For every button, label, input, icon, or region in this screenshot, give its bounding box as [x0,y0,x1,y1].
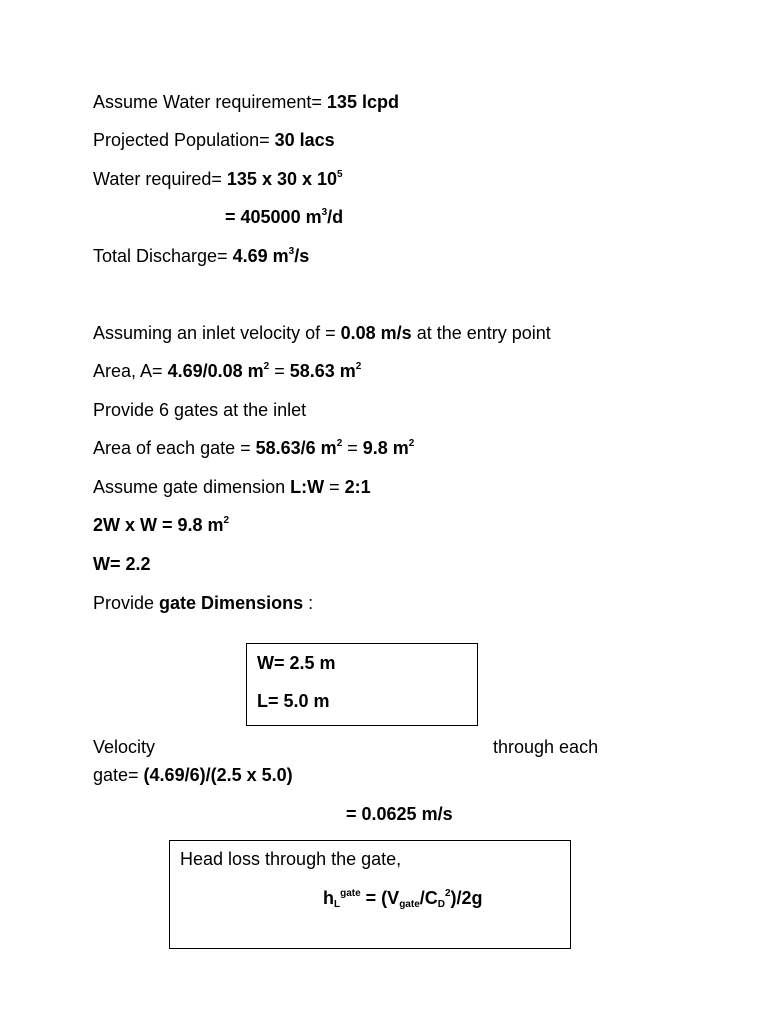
water-requirement-label: Assume Water requirement= [93,92,327,112]
area-each-gate-equals: = [342,438,363,458]
water-required-label: Water required= [93,169,227,189]
water-requirement-value: 135 lcpd [326,92,399,112]
gate-dimension-label: Assume gate dimension [93,477,291,497]
provide-gates-line: Provide 6 gates at the inlet [93,400,307,420]
result-exponent: 3 [321,207,328,218]
gate-dimension-ratio-line [93,476,371,498]
gate-velocity-line [93,764,293,786]
area-each-gate-label: Area of each gate = [93,438,256,458]
formula-c-subscript: D [437,899,445,910]
population-value: 30 lacs [274,130,335,150]
area-expression: 4.69/0.08 m [167,361,264,381]
width-equation: 2W x W = 9.8 m [93,515,224,535]
gate-velocity-label: gate= [93,765,144,785]
formula-h-subscript: L [334,899,341,910]
water-required-expression: 135 x 30 x 10 [226,169,338,189]
width-equation-exponent: 2 [223,515,230,526]
discharge-unit-suffix: /s [294,246,310,266]
velocity-word: Velocity [93,737,156,757]
through-each-word: through each [493,737,599,757]
projected-population-line [93,129,335,151]
head-loss-formula [323,887,483,909]
gate-velocity-expression: (4.69/6)/(2.5 x 5.0) [143,765,293,785]
water-required-line [93,168,343,190]
area-each-gate-result-exponent: 2 [408,438,415,449]
gate-dimensions-box [246,643,478,726]
provide-gate-dimensions-line [93,592,313,614]
inlet-velocity-tail: at the entry point [411,323,551,343]
total-discharge-value: 4.69 m [232,246,289,266]
ratio-label: L:W [290,477,325,497]
width-result-line [93,553,151,575]
gate-dimensions-label: gate Dimensions [159,593,304,613]
area-each-gate-result: 9.8 m [362,438,409,458]
area-line [93,360,361,382]
formula-equals-v: = (V [360,888,400,908]
gate-length-value [257,690,330,712]
equals-sign: = [225,207,241,227]
gate-width-text: W= 2.5 m [257,653,336,673]
formula-c-superscript: 2 [444,888,451,899]
discharge-exponent: 3 [288,246,295,257]
gate-velocity-result-line [346,803,453,825]
area-each-gate-expression: 58.63/6 m [255,438,337,458]
head-loss-title: Head loss through the gate, [180,849,402,869]
gate-width-value [257,652,336,674]
inlet-velocity-label: Assuming an inlet velocity of = [93,323,341,343]
width-equation-line [93,514,229,536]
gate-length-text: L= 5.0 m [257,691,330,711]
area-equals: = [269,361,290,381]
area-expression-exponent: 2 [263,361,270,372]
water-required-result: 405000 m [240,207,322,227]
width-result: W= 2.2 [93,554,151,574]
water-required-result-line [225,206,343,228]
total-discharge-line [93,245,309,267]
area-result-exponent: 2 [355,361,362,372]
provide-label: Provide [93,593,160,613]
colon: : [303,593,314,613]
water-requirement-line [93,91,399,113]
formula-h-superscript: gate [340,888,361,899]
area-each-gate-expression-exponent: 2 [336,438,343,449]
area-each-gate-line [93,437,414,459]
total-discharge-label: Total Discharge= [93,246,233,266]
head-loss-box [169,840,571,949]
formula-v-subscript: gate [399,899,420,910]
area-label: Area, A= [93,361,168,381]
formula-tail: )/2g [450,888,483,908]
inlet-velocity-value: 0.08 m/s [340,323,412,343]
ratio-value: 2:1 [344,477,371,497]
water-required-exponent: 5 [337,169,343,180]
area-result: 58.63 m [289,361,356,381]
gate-velocity-result: = 0.0625 m/s [346,804,453,824]
population-label: Projected Population= [93,130,275,150]
result-unit-suffix: /d [327,207,344,227]
inlet-velocity-line [93,322,551,344]
formula-h: h [323,888,334,908]
ratio-equals: = [324,477,345,497]
formula-slash-c: /C [419,888,438,908]
